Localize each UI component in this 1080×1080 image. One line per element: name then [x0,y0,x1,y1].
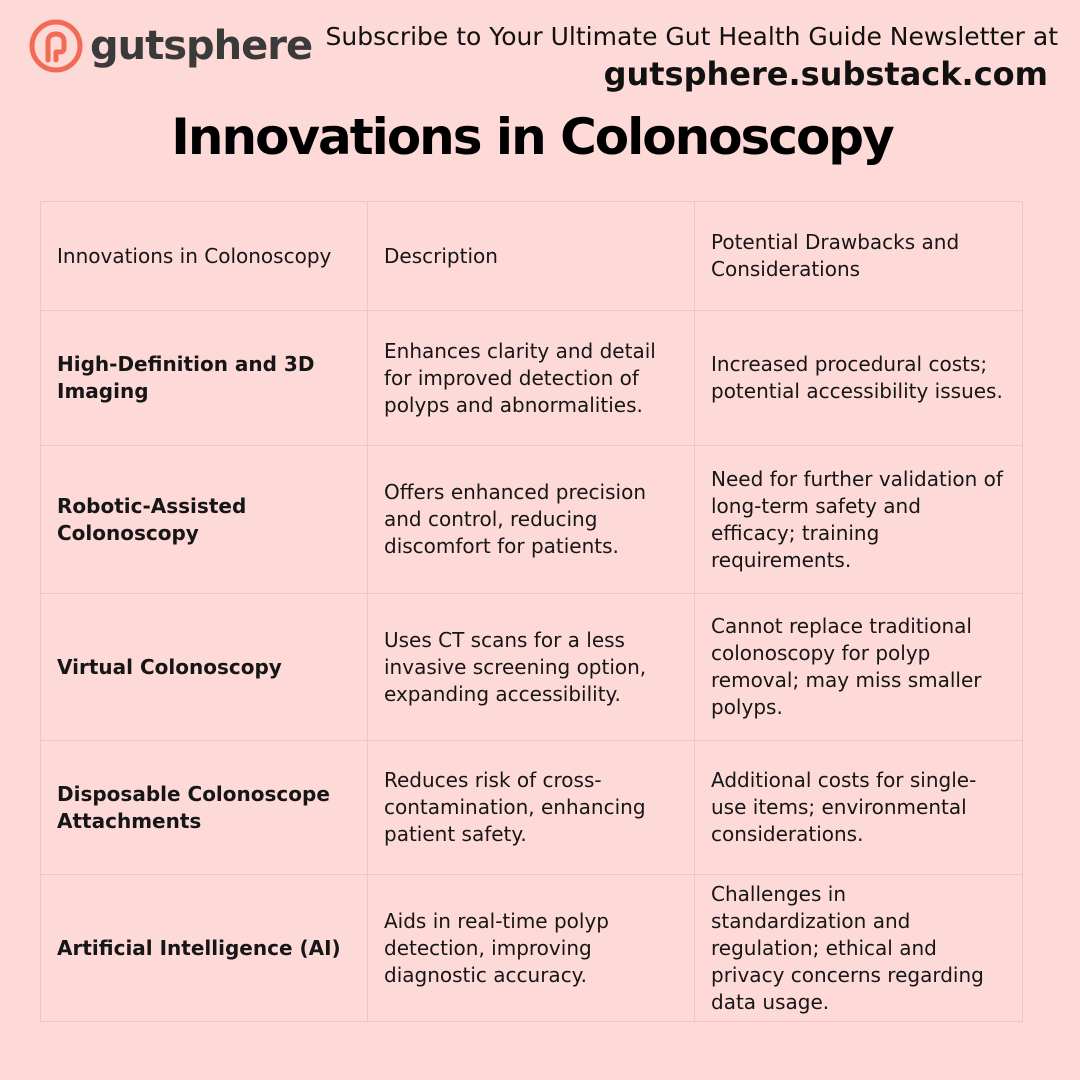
innovation-description: Uses CT scans for a less invasive screening option, expanding accessibility. [368,594,695,741]
header-innovation: Innovations in Colonoscopy [41,202,368,311]
table-row [41,446,1023,594]
innovation-drawbacks: Cannot replace traditional colonoscopy for polyp removal; may miss smaller polyps. [695,594,1023,741]
table-row [41,741,1023,875]
innovation-name: Artificial Intelligence (AI) [41,875,368,1022]
header-drawbacks: Potential Drawbacks and Considerations [695,202,1023,311]
header-description: Description [368,202,695,311]
innovation-drawbacks: Challenges in standardization and regulation; ethical and privacy concerns regarding data usage. [695,875,1023,1022]
table-row [41,594,1023,741]
innovation-drawbacks: Increased procedural costs; potential accessibility issues. [695,311,1023,446]
table-row [41,875,1023,1022]
subscribe-banner [298,20,1058,94]
brand-name: gutsphere [90,23,313,69]
innovation-drawbacks: Need for further validation of long-term safety and efficacy; training requirements. [695,446,1023,594]
brand-logo[interactable] [28,18,312,74]
innovation-description: Aids in real-time polyp detection, improving diagnostic accuracy. [368,875,695,1022]
innovation-description: Reduces risk of cross-contamination, enhancing patient safety. [368,741,695,875]
innovation-description: Offers enhanced precision and control, reducing discomfort for patients. [368,446,695,594]
gutsphere-logo-icon [28,18,84,74]
innovation-name: Disposable Colonoscope Attachments [41,741,368,875]
innovation-drawbacks: Additional costs for single-use items; environmental considerations. [695,741,1023,875]
subscribe-text: Subscribe to Your Ultimate Gut Health Guide Newsletter at [325,22,1058,51]
innovation-description: Enhances clarity and detail for improved detection of polyps and abnormalities. [368,311,695,446]
newsletter-link[interactable]: gutsphere.substack.com [603,55,1048,93]
innovation-name: Robotic-Assisted Colonoscopy [41,446,368,594]
innovation-name: Virtual Colonoscopy [41,594,368,741]
innovation-name: High-Definition and 3D Imaging [41,311,368,446]
page-title: Innovations in Colonoscopy [171,108,893,166]
table-row [41,311,1023,446]
table-header-row [41,202,1023,311]
innovations-table [40,201,1023,1022]
